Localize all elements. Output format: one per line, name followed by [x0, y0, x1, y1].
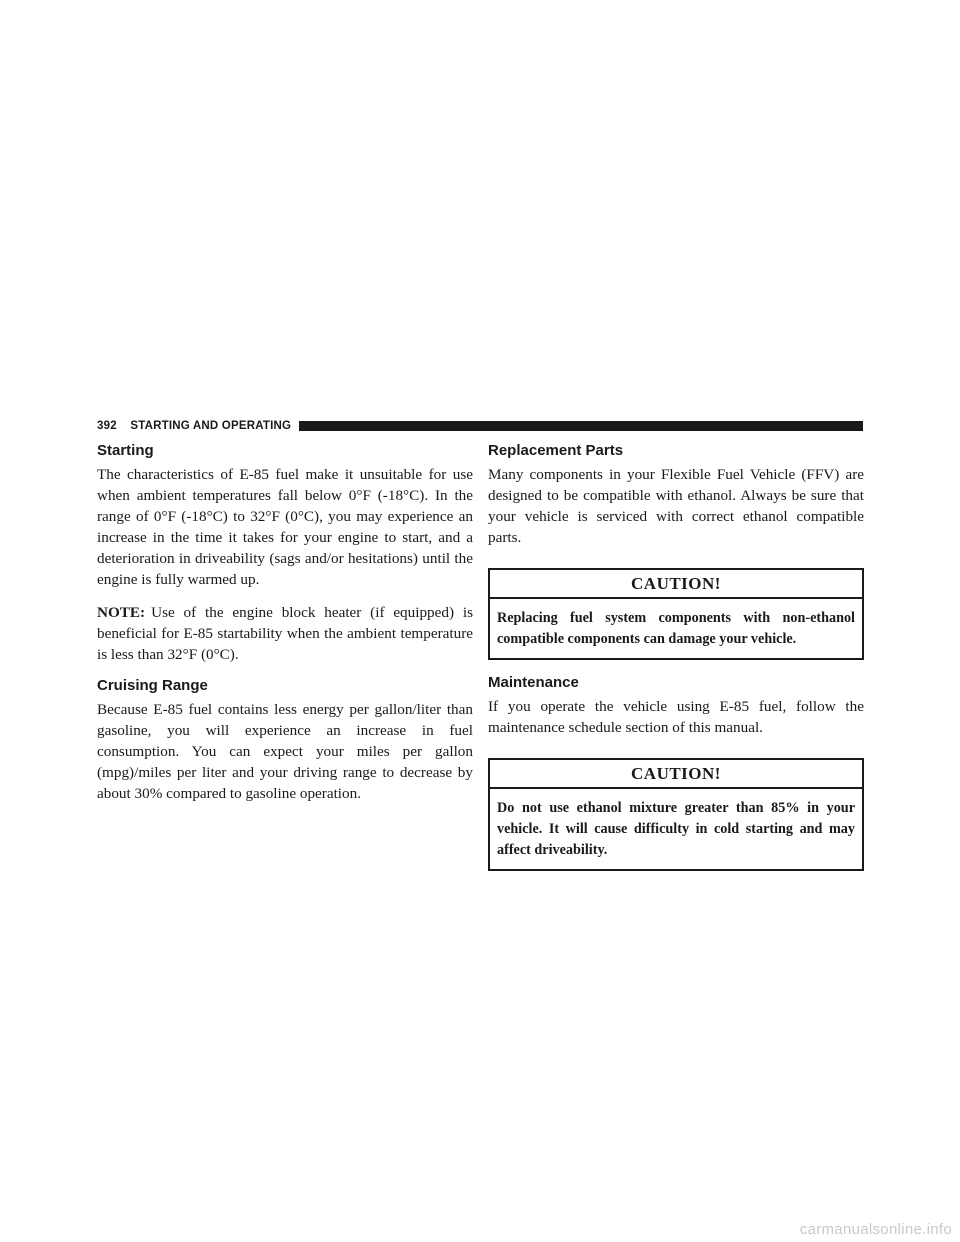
maintenance-section [488, 674, 864, 871]
note-text: Use of the engine block heater (if equipped) is beneficial for E-85 startability when the ambient temperature is less than 32°F (0°C). [97, 604, 473, 663]
starting-section [97, 442, 473, 665]
replacement-parts-section [488, 442, 864, 660]
caution-box-maintenance [488, 758, 864, 871]
caution-title: CAUTION! [490, 570, 862, 599]
page-header [97, 419, 863, 433]
right-column [488, 442, 864, 885]
maintenance-heading: Maintenance [488, 674, 579, 691]
replacement-parts-paragraph: Many components in your Flexible Fuel Vehicle (FFV) are designed to be compatible with ethanol. Always be sure that your vehicle is serviced with correct ethanol compatible parts. [488, 466, 864, 546]
page-number-and-section [97, 420, 291, 432]
starting-heading: Starting [97, 442, 154, 459]
starting-paragraph: The characteristics of E-85 fuel make it unsuitable for use when ambient temperatures fall below 0°F (-18°C). In the range of 0°F (-18°C) to 32°F (0°C), you may experience an increase in the time it takes for your engine to start, and a deterioration in driveability (sags and/or hesitations) until the engine is fully warmed up. [97, 466, 473, 588]
cruising-range-section [97, 677, 473, 804]
cruising-range-heading: Cruising Range [97, 677, 208, 694]
header-rule [299, 421, 863, 431]
caution-title: CAUTION! [490, 760, 862, 789]
note-label: NOTE: [97, 604, 146, 621]
page-number: 392 [97, 420, 117, 432]
caution-text: Replacing fuel system components with non-ethanol compatible components can damage your vehicle. [497, 610, 855, 647]
watermark: carmanualsonline.info [799, 1221, 952, 1238]
replacement-parts-heading: Replacement Parts [488, 442, 624, 459]
starting-note [97, 602, 473, 665]
cruising-range-paragraph: Because E-85 fuel contains less energy per gallon/liter than gasoline, you will experience an increase in fuel consumption. You can expect your miles per gallon (mpg)/miles per liter and your driving range to decrease by about 30% compared to gasoline operation. [97, 701, 473, 802]
caution-text: Do not use ethanol mixture greater than 85% in your vehicle. It will cause difficulty in cold starting and may affect driveability. [497, 800, 855, 858]
left-column [97, 442, 473, 804]
section-title: STARTING AND OPERATING [130, 420, 292, 432]
maintenance-paragraph: If you operate the vehicle using E-85 fuel, follow the maintenance schedule section of this manual. [488, 698, 864, 736]
caution-box-replacement [488, 568, 864, 660]
